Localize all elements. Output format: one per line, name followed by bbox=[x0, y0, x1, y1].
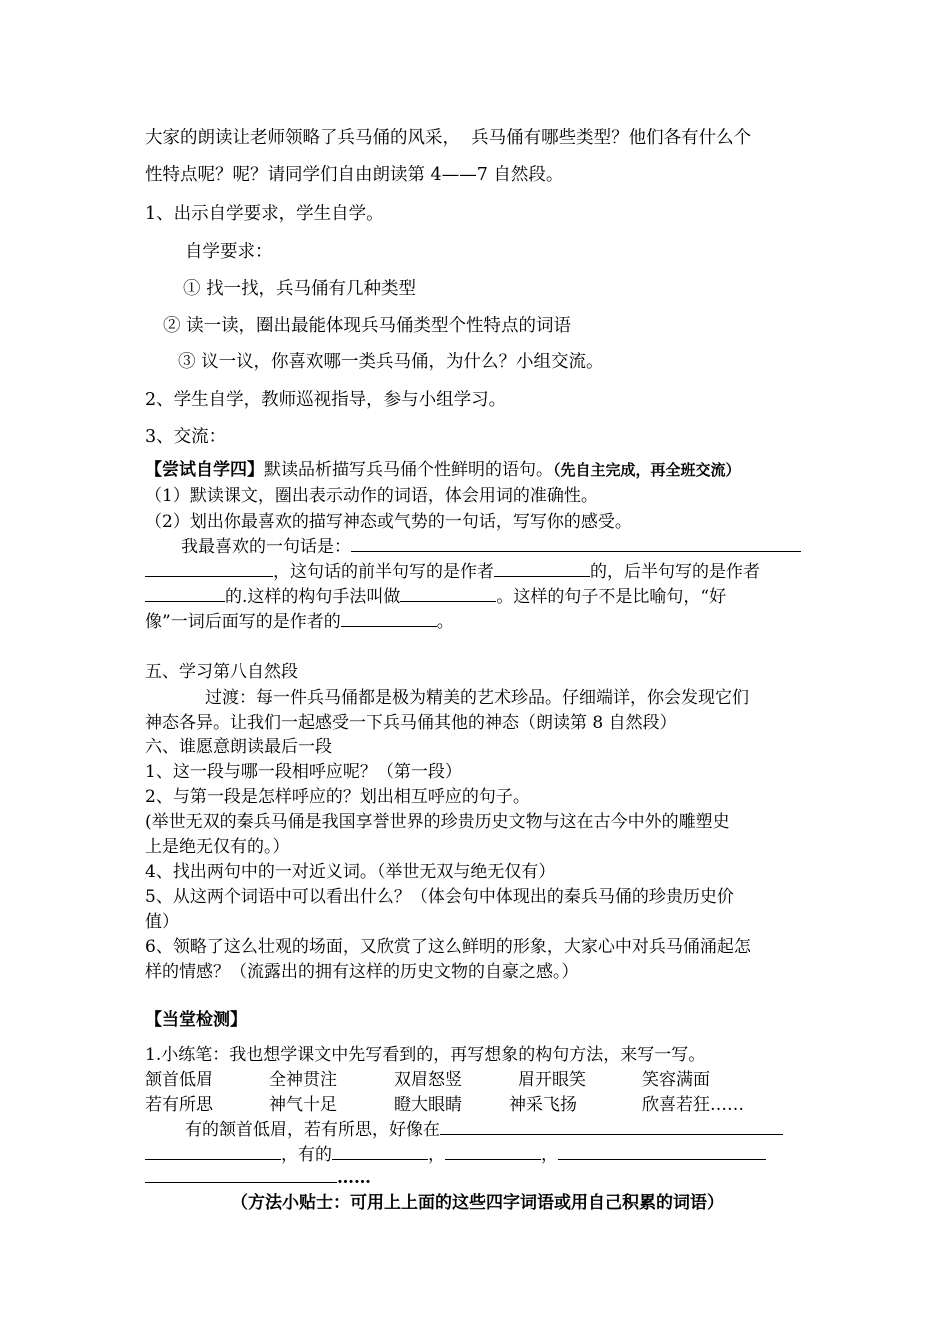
try-heading: 【尝试自学四】 bbox=[145, 460, 264, 480]
section-6-item-5a: 5、从这两个词语中可以看出什么？（体会句中体现出的秦兵马俑的珍贵历史价 bbox=[145, 887, 734, 907]
word-chip: 若有所思 bbox=[145, 1095, 213, 1115]
analysis-text-5: 像”一词后面写的是作者的 bbox=[145, 612, 341, 632]
word-chip: 神气十足 bbox=[269, 1095, 337, 1115]
word-chip: 颔首低眉 bbox=[145, 1070, 213, 1090]
try-section-4 bbox=[145, 458, 741, 482]
word-chip: 神采飞扬 bbox=[509, 1095, 577, 1115]
practice-text-youde: ，有的 bbox=[281, 1145, 332, 1165]
intro-line-2: 性特点呢？呢？请同学们自由朗读第 4——7 自然段。 bbox=[145, 165, 564, 185]
practice-blank-5[interactable] bbox=[558, 1143, 766, 1160]
analysis-text-6: 。 bbox=[436, 612, 454, 632]
section-6-item-5b: 值） bbox=[145, 912, 179, 932]
practice-blank-4[interactable] bbox=[445, 1143, 541, 1160]
practice-comma: ， bbox=[428, 1145, 445, 1165]
imagination-blank[interactable] bbox=[341, 610, 437, 627]
section-5-para-1: 过渡：每一件兵马俑都是极为精美的艺术珍品。仔细端详，你会发现它们 bbox=[205, 688, 749, 708]
try-text: 默读品析描写兵马俑个性鲜明的语句。 bbox=[264, 460, 553, 480]
analysis-text-3: 的.这样的构句手法叫做 bbox=[225, 587, 401, 607]
first-half-blank[interactable] bbox=[494, 560, 590, 577]
analysis-text-4: 。这样的句子不是比喻句，“好 bbox=[496, 587, 727, 607]
try-question-2: （2）划出你最喜欢的描写神态或气势的一句话，写写你的感受。 bbox=[145, 512, 632, 532]
analysis-line-2 bbox=[145, 585, 726, 609]
step-1: 1、出示自学要求，学生自学。 bbox=[145, 204, 384, 224]
favorite-sentence-label: 我最喜欢的一句话是： bbox=[181, 537, 351, 557]
practice-blank-1[interactable] bbox=[440, 1118, 783, 1135]
test-task: 1.小练笔：我也想学课文中先写看到的，再写想象的构句方法，来写一写。 bbox=[145, 1045, 706, 1065]
practice-line-2 bbox=[145, 1143, 766, 1167]
requirement-2: ② 读一读，圈出最能体现兵马俑类型个性特点的词语 bbox=[163, 316, 572, 336]
section-6-item-3b: 上是绝无仅有的。） bbox=[145, 837, 290, 857]
try-question-1: （1）默读课文，圈出表示动作的词语，体会用词的准确性。 bbox=[145, 486, 598, 506]
test-heading: 【当堂检测】 bbox=[145, 1010, 247, 1030]
section-6-item-4: 4、找出两句中的一对近义词。（举世无双与绝无仅有） bbox=[145, 862, 556, 882]
word-chip: 眉开眼笑 bbox=[518, 1070, 586, 1090]
practice-ellipsis: …… bbox=[337, 1168, 371, 1188]
method-tip: （方法小贴士：可用上上面的这些四字词语或用自己积累的词语） bbox=[231, 1193, 724, 1213]
practice-line-3 bbox=[145, 1166, 371, 1190]
practice-blank-2[interactable] bbox=[145, 1143, 281, 1160]
section-5-para-2: 神态各异。让我们一起感受一下兵马俑其他的神态（朗读第 8 自然段） bbox=[145, 713, 677, 733]
favorite-sentence-blank[interactable] bbox=[351, 535, 801, 552]
try-note: （先自主完成，再全班交流） bbox=[553, 461, 741, 479]
section-6-item-2: 2、与第一段是怎样呼应的？划出相互呼应的句子。 bbox=[145, 787, 530, 807]
practice-comma: ， bbox=[541, 1145, 558, 1165]
section-6-title: 六、谁愿意朗读最后一段 bbox=[145, 737, 332, 757]
practice-blank-3[interactable] bbox=[332, 1143, 428, 1160]
word-chip: 双眉怒竖 bbox=[394, 1070, 462, 1090]
self-study-title: 自学要求： bbox=[185, 242, 273, 262]
analysis-text-1: ，这句话的前半句写的是作者 bbox=[273, 562, 494, 582]
second-half-blank[interactable] bbox=[145, 585, 225, 602]
intro-line-1: 大家的朗读让老师领略了兵马俑的风采， 兵马俑有哪些类型？他们各有什么个 bbox=[145, 128, 752, 148]
requirement-1: ① 找一找，兵马俑有几种类型 bbox=[183, 279, 417, 299]
practice-blank-6[interactable] bbox=[145, 1166, 337, 1183]
step-3: 3、交流： bbox=[145, 427, 227, 447]
word-chip: 全神贯注 bbox=[269, 1070, 337, 1090]
word-chip: 笑容满面 bbox=[642, 1070, 710, 1090]
section-5-title: 五、学习第八自然段 bbox=[145, 662, 298, 682]
practice-line-1 bbox=[185, 1118, 783, 1142]
word-chip: 瞪大眼睛 bbox=[394, 1095, 462, 1115]
requirement-3: ③ 议一议，你喜欢哪一类兵马俑，为什么？小组交流。 bbox=[178, 352, 604, 372]
analysis-text-2: 的，后半句写的是作者 bbox=[590, 562, 760, 582]
section-6-item-1: 1、这一段与哪一段相呼应呢？（第一段） bbox=[145, 762, 462, 782]
step-2: 2、学生自学，教师巡视指导，参与小组学习。 bbox=[145, 390, 507, 410]
sentence-continue-blank[interactable] bbox=[145, 560, 273, 577]
analysis-line-3 bbox=[145, 610, 454, 634]
favorite-sentence-line bbox=[181, 535, 801, 559]
section-6-item-6b: 样的情感？（流露出的拥有这样的历史文物的自豪之感。） bbox=[145, 962, 579, 982]
analysis-line-1 bbox=[145, 560, 760, 584]
technique-blank[interactable] bbox=[400, 585, 496, 602]
word-chip: 欣喜若狂…… bbox=[642, 1095, 744, 1115]
section-6-item-3a: (举世无双的秦兵马俑是我国享誉世界的珍贵历史文物与这在古今中外的雕塑史 bbox=[145, 812, 730, 832]
section-6-item-6a: 6、领略了这么壮观的场面，又欣赏了这么鲜明的形象，大家心中对兵马俑涌起怎 bbox=[145, 937, 751, 957]
practice-prompt: 有的颔首低眉，若有所思，好像在 bbox=[185, 1120, 440, 1140]
